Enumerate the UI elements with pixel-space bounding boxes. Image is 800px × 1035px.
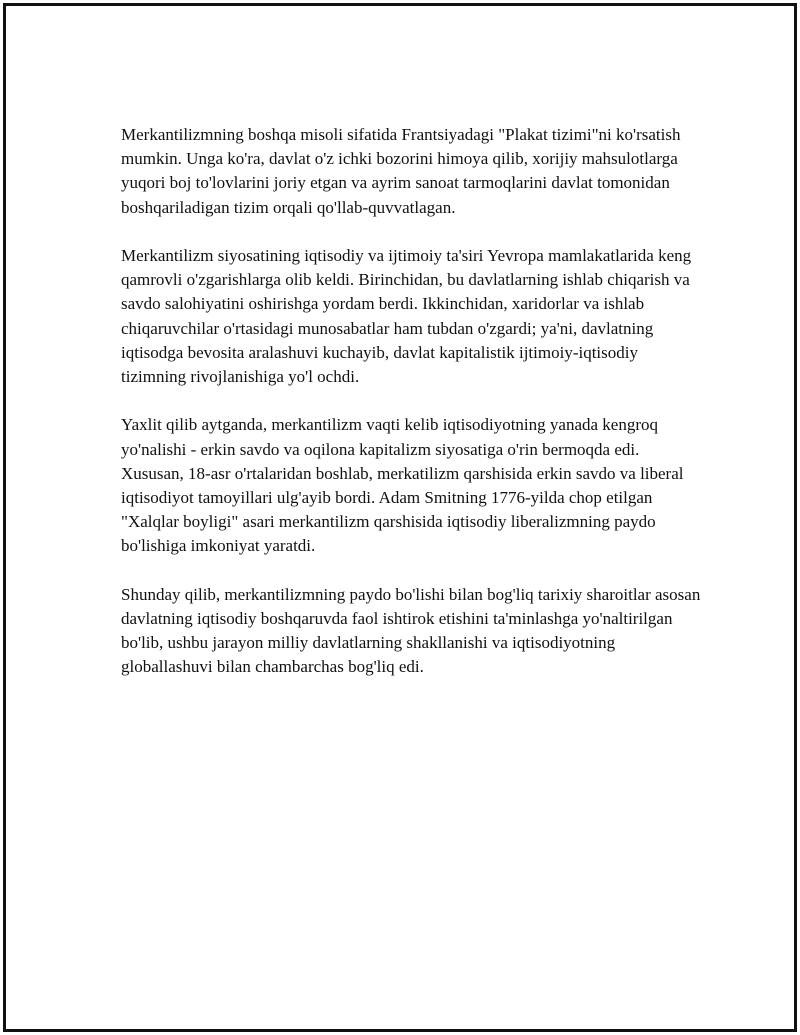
document-body (121, 123, 701, 704)
paragraph-1: Merkantilizmning boshqa misoli sifatida Frantsiyadagi "Plakat tizimi"ni ko'rsatish mumkin. Unga ko'ra, davlat o'z ichki bozorini himoya qilib, xorijiy mahsulotlarga yuqori boj to'lovlarini joriy etgan va ayrim sanoat tarmoqlarini davlat tomonidan boshqariladigan tizim orqali qo'llab-quvvatlagan. (121, 125, 681, 217)
paragraph-3: Yaxlit qilib aytganda, merkantilizm vaqti kelib iqtisodiyotning yanada kengroq yo'nalishi - erkin savdo va oqilona kapitalizm siyosatiga o'rin bermoqda edi. Xususan, 18-asr o'rtalaridan boshlab, merkatilizm qarshisida erkin savdo va liberal iqtisodiyot tamoyillari ulg'ayib bordi. Adam Smitning 1776-yilda chop etilgan "Xalqlar boyligi" asari merkantilizm qarshisida iqtisodiy liberalizmning paydo bo'lishiga imkoniyat yaratdi. (121, 415, 684, 556)
paragraph-2: Merkantilizm siyosatining iqtisodiy va ijtimoiy ta'siri Yevropa mamlakatlarida keng qamrovli o'zgarishlarga olib keldi. Birinchidan, bu davlatlarning ishlab chiqarish va savdo salohiyatini oshirishga yordam berdi. Ikkinchidan, xaridorlar va ishlab chiqaruvchilar o'rtasidagi munosabatlar ham tubdan o'zgardi; ya'ni, davlatning iqtisodga bevosita aralashuvi kuchayib, davlat kapitalistik ijtimoiy-iqtisodiy tizimning rivojlanishiga yo'l ochdi. (121, 246, 692, 387)
paragraph-4: Shunday qilib, merkantilizmning paydo bo'lishi bilan bog'liq tarixiy sharoitlar asosan davlatning iqtisodiy boshqaruvda faol ishtirok etishini ta'minlashga yo'naltirilgan bo'lib, ushbu jarayon milliy davlatlarning shakllanishi va iqtisodiyotning globallashuvi bilan chambarchas bog'liq edi. (121, 584, 701, 677)
page-border (3, 3, 797, 1032)
